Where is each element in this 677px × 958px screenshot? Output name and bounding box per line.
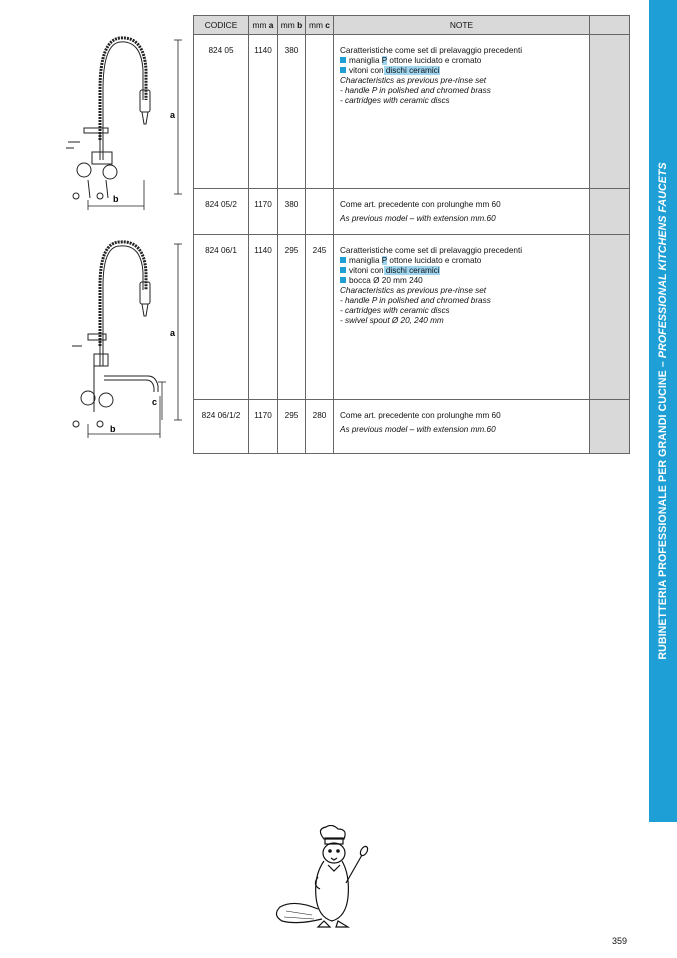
bullet-item: [340, 56, 585, 66]
cell-blank: [590, 400, 630, 454]
cell-code: 824 05: [194, 35, 249, 189]
note-en: - cartridges with ceramic discs: [340, 306, 450, 315]
cell-note: [334, 400, 590, 454]
header-letter: b: [297, 20, 303, 30]
cell-a: 1140: [249, 35, 278, 189]
faucet-drawing-824-05: [58, 30, 188, 215]
bullet-highlight: dischi ceramici: [383, 66, 440, 75]
cell-c: 280: [306, 400, 334, 454]
cell-note: [334, 235, 590, 400]
bullet-item: [340, 66, 585, 76]
dimension-b-label: b: [113, 194, 119, 204]
bullet-text: bocca Ø 20 mm 240: [349, 276, 423, 285]
table-row: [194, 400, 630, 454]
bullet-item: [340, 256, 585, 266]
cell-b: 380: [278, 189, 306, 235]
cell-blank: [590, 35, 630, 189]
bullet-icon: [340, 267, 346, 273]
note-it: Caratteristiche come set di prelavaggio precedenti: [340, 246, 523, 255]
bullet-text: ottone lucidato e cromato: [387, 56, 482, 65]
cell-c: [306, 189, 334, 235]
bullet-icon: [340, 257, 346, 263]
bullet-text: vitoni con: [349, 266, 384, 275]
note-en: - swivel spout Ø 20, 240 mm: [340, 316, 444, 325]
cell-c: 245: [306, 235, 334, 400]
note-it: Come art. precedente con prolunghe mm 60: [340, 200, 501, 209]
header-mm-b: [278, 16, 306, 35]
note-en: Characteristics as previous pre-rinse set: [340, 76, 487, 85]
dimension-b-label: b: [110, 424, 116, 434]
cell-b: 295: [278, 400, 306, 454]
note-en: As previous model – with extension mm.60: [340, 425, 496, 434]
header-unit: mm: [280, 20, 298, 30]
table-header-row: [194, 16, 630, 35]
table-row: [194, 189, 630, 235]
section-title-it: RUBINETTERIA PROFESSIONALE PER GRANDI CUCINE: [657, 370, 669, 660]
bullet-item: [340, 266, 585, 276]
cell-blank: [590, 235, 630, 400]
note-en: - handle P in polished and chromed brass: [340, 86, 491, 95]
header-code: CODICE: [194, 16, 249, 35]
cell-b: 295: [278, 235, 306, 400]
faucet-drawing-824-06-1: [58, 236, 188, 441]
beaver-chef-mascot-icon: [272, 825, 372, 930]
cell-note: [334, 35, 590, 189]
header-note: NOTE: [334, 16, 590, 35]
cell-code: 824 06/1/2: [194, 400, 249, 454]
header-blank: [590, 16, 630, 35]
header-letter: a: [268, 20, 274, 30]
bullet-text: maniglia: [349, 56, 382, 65]
cell-blank: [590, 189, 630, 235]
cell-a: 1170: [249, 189, 278, 235]
note-en: Characteristics as previous pre-rinse set: [340, 286, 487, 295]
cell-a: 1140: [249, 235, 278, 400]
bullet-text: maniglia: [349, 256, 382, 265]
bullet-highlight: dischi ceramici: [383, 266, 440, 275]
section-title: [657, 162, 669, 659]
table-row: [194, 35, 630, 189]
header-mm-a: [249, 16, 278, 35]
header-unit: mm: [252, 20, 269, 30]
bullet-icon: [340, 57, 346, 63]
dimension-a-label: a: [170, 328, 176, 338]
cell-a: 1170: [249, 400, 278, 454]
table-row: [194, 235, 630, 400]
cell-b: 380: [278, 35, 306, 189]
section-title-en: PROFESSIONAL KITCHENS FAUCETS: [657, 162, 669, 359]
cell-note: [334, 189, 590, 235]
bullet-icon: [340, 67, 346, 73]
bullet-item: [340, 276, 585, 286]
product-spec-table: [193, 15, 630, 454]
bullet-text: ottone lucidato e cromato: [387, 256, 482, 265]
dimension-a-label: a: [170, 110, 176, 120]
cell-c: [306, 35, 334, 189]
note-en: - cartridges with ceramic discs: [340, 96, 450, 105]
cell-code: 824 06/1: [194, 235, 249, 400]
header-mm-c: [306, 16, 334, 35]
note-it: Come art. precedente con prolunghe mm 60: [340, 411, 501, 420]
bullet-highlight: P: [381, 56, 388, 65]
header-letter: c: [325, 20, 330, 30]
header-unit: mm: [309, 20, 326, 30]
bullet-icon: [340, 277, 346, 283]
note-it: Caratteristiche come set di prelavaggio precedenti: [340, 46, 523, 55]
dimension-c-label: c: [152, 397, 158, 407]
cell-code: 824 05/2: [194, 189, 249, 235]
note-en: - handle P in polished and chromed brass: [340, 296, 491, 305]
bullet-highlight: P: [381, 256, 388, 265]
page-number: 359: [612, 936, 628, 946]
note-en: As previous model – with extension mm.60: [340, 214, 496, 223]
section-title-separator: –: [657, 358, 669, 371]
bullet-text: vitoni con: [349, 66, 384, 75]
